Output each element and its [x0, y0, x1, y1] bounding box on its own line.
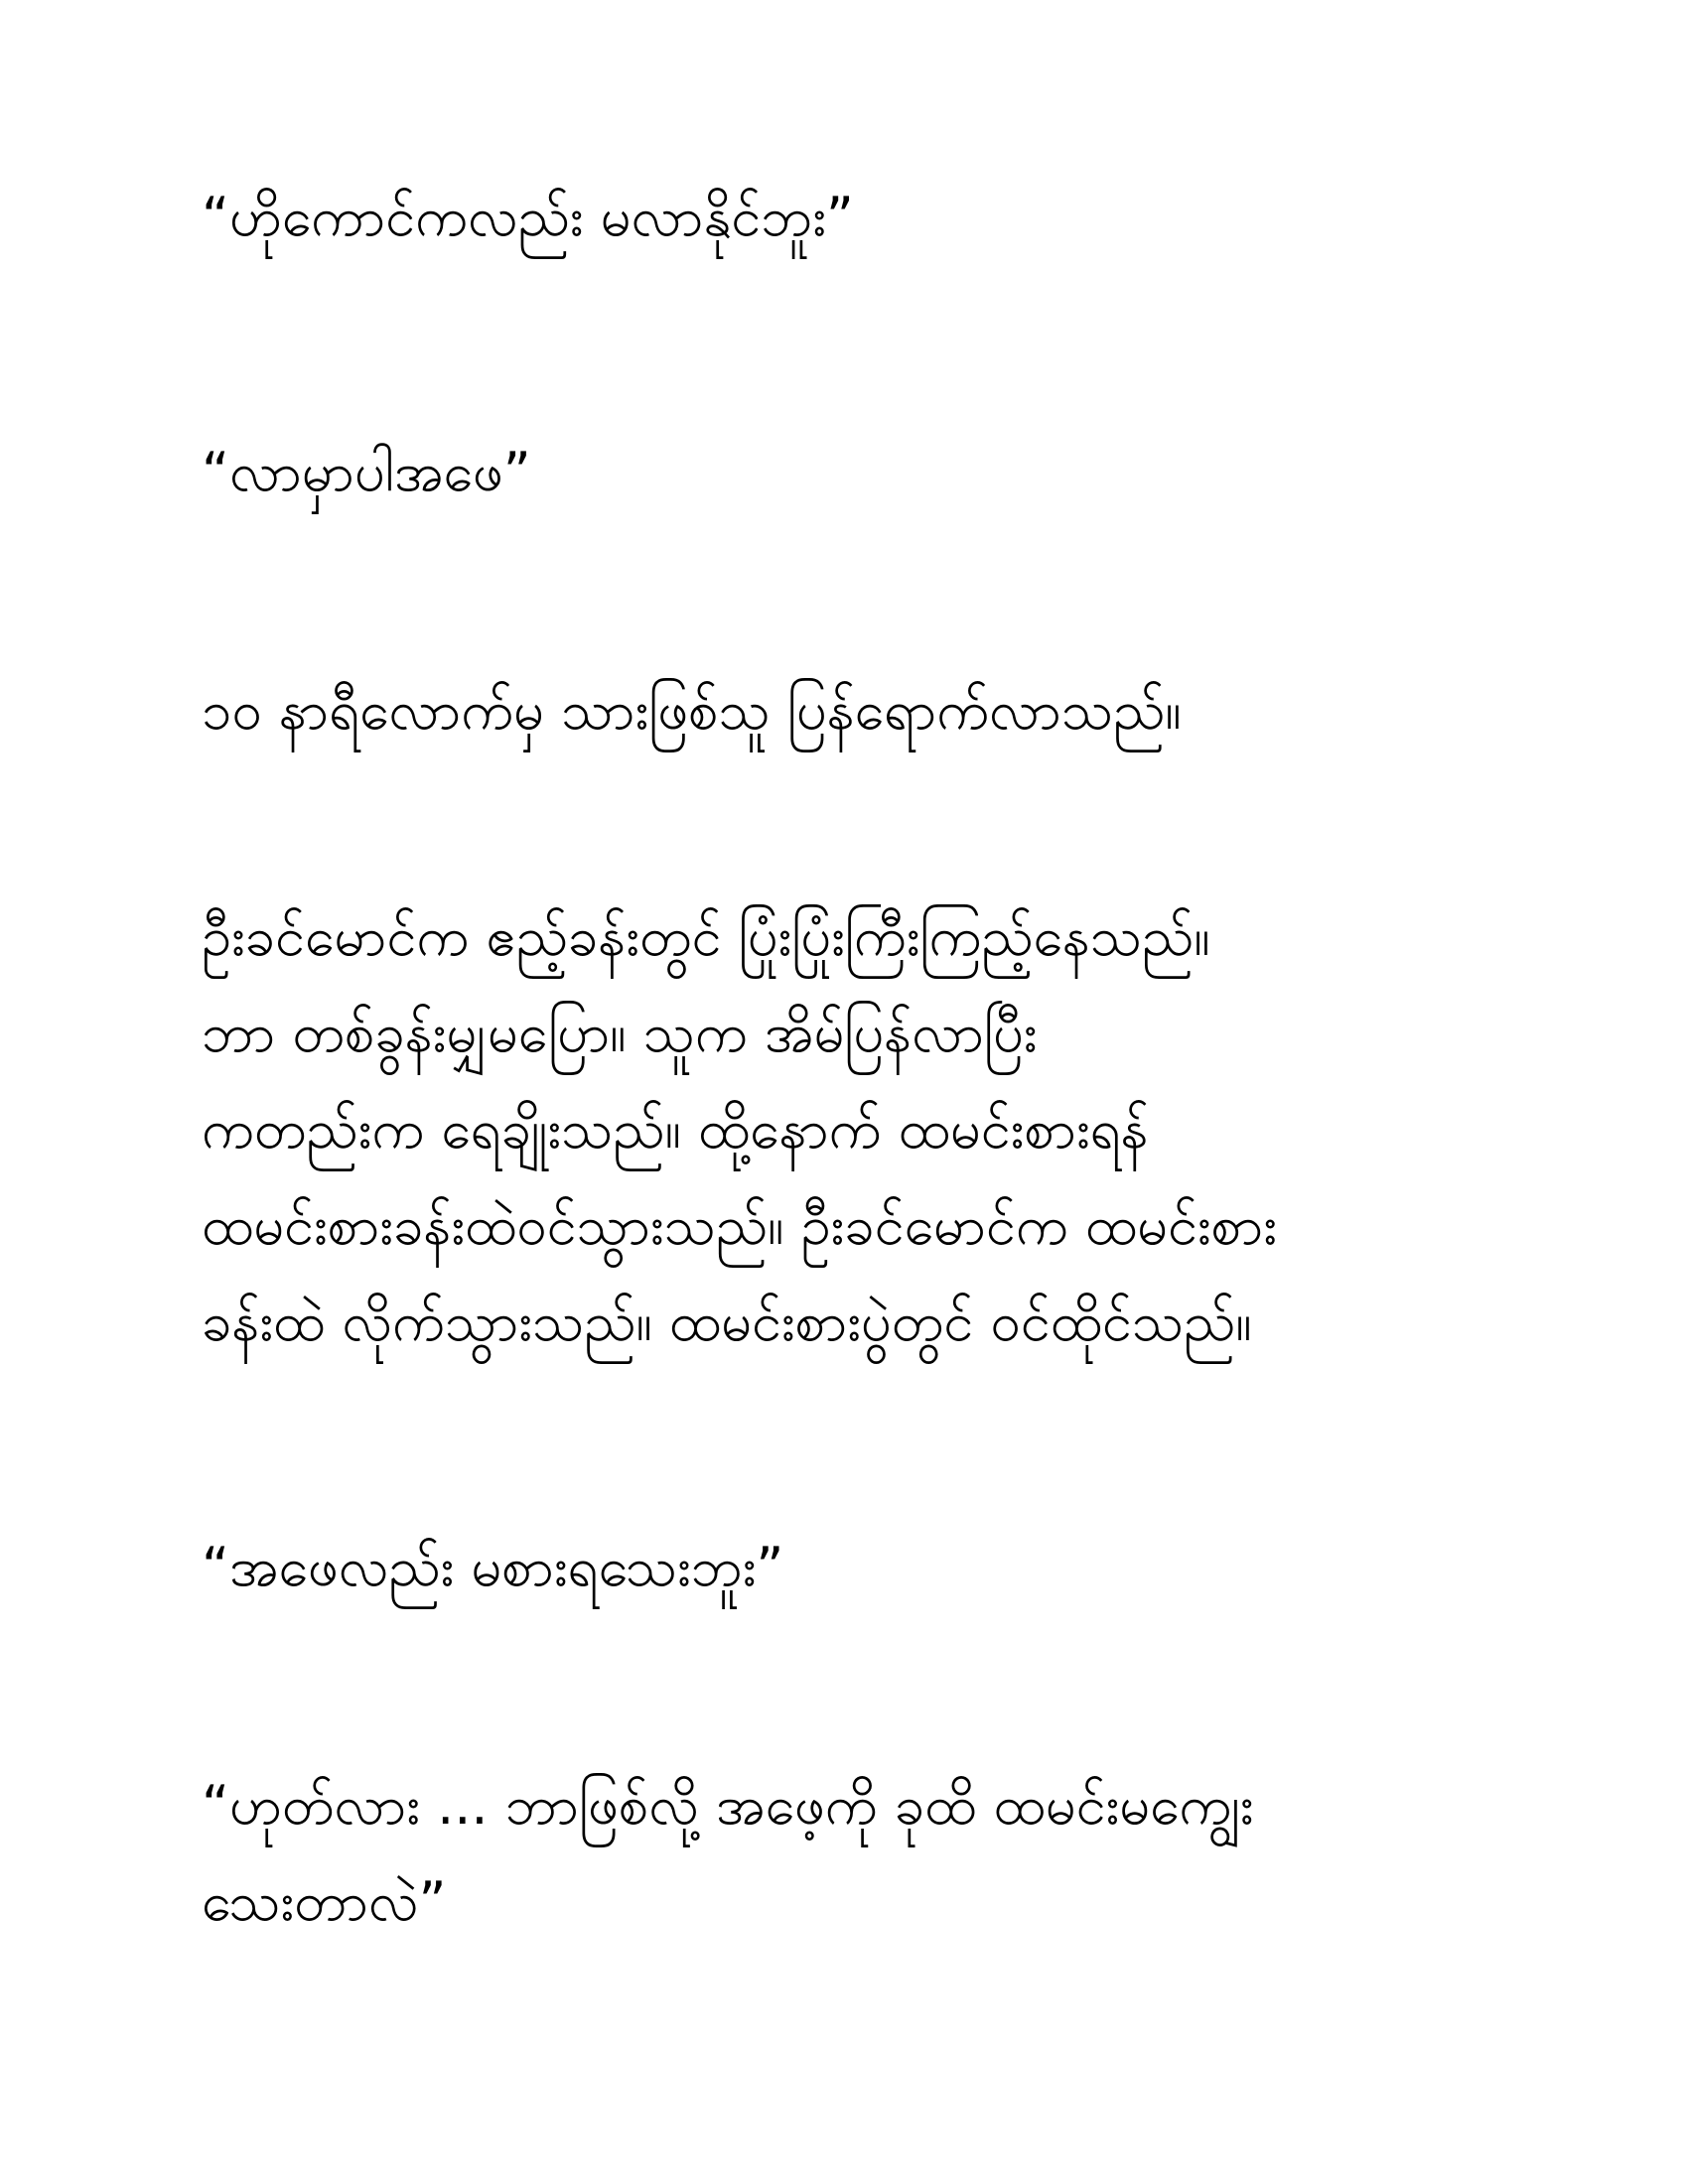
- text-line: ၁၀ နာရီလောက်မှ သားဖြစ်သူ ပြန်ရောက်လာသည်။: [202, 679, 1182, 742]
- text-line: ဦးခင်မောင်က ဧည့်ခန်းတွင် ပြုံးပြုံးကြီးကြည့်နေသည်။: [202, 905, 1210, 968]
- text-line: ကတည်းက ရေချိုးသည်။ ထို့နောက် ထမင်းစားရန်: [202, 1098, 1149, 1160]
- text-line: ထမင်းစားခန်းထဲဝင်သွားသည်။ ဦးခင်မောင်က ထမင်းစား: [202, 1194, 1277, 1257]
- text-line: ခန်းထဲ လိုက်သွားသည်။ ထမင်းစားပွဲတွင် ဝင်ထိုင်သည်။: [202, 1291, 1252, 1353]
- text-line: “လာမှာပါအဖေ”: [202, 441, 531, 503]
- dialogue-paragraph: [202, 169, 1512, 265]
- text-line: ဘာ တစ်ခွန်းမျှမပြော။ သူက အိမ်ပြန်လာပြီး: [202, 1002, 1038, 1064]
- dialogue-paragraph: [202, 1519, 1512, 1615]
- text-line: “ဟိုကောင်ကလည်း မလာနိုင်ဘူး”: [202, 186, 854, 248]
- text-line: “အဖေလည်း မစားရသေးဘူး”: [202, 1536, 784, 1598]
- dialogue-paragraph: [202, 1757, 1512, 1950]
- dialogue-paragraph: [202, 424, 1512, 520]
- text-line: “ဟုတ်လား ... ဘာဖြစ်လို့ အဖေ့ကို ခုထိ ထမင်းမကျွေး: [202, 1774, 1254, 1837]
- text-line: သေးတာလဲ”: [202, 1870, 447, 1933]
- narrative-paragraph: [202, 888, 1512, 1370]
- narrative-paragraph: [202, 662, 1512, 758]
